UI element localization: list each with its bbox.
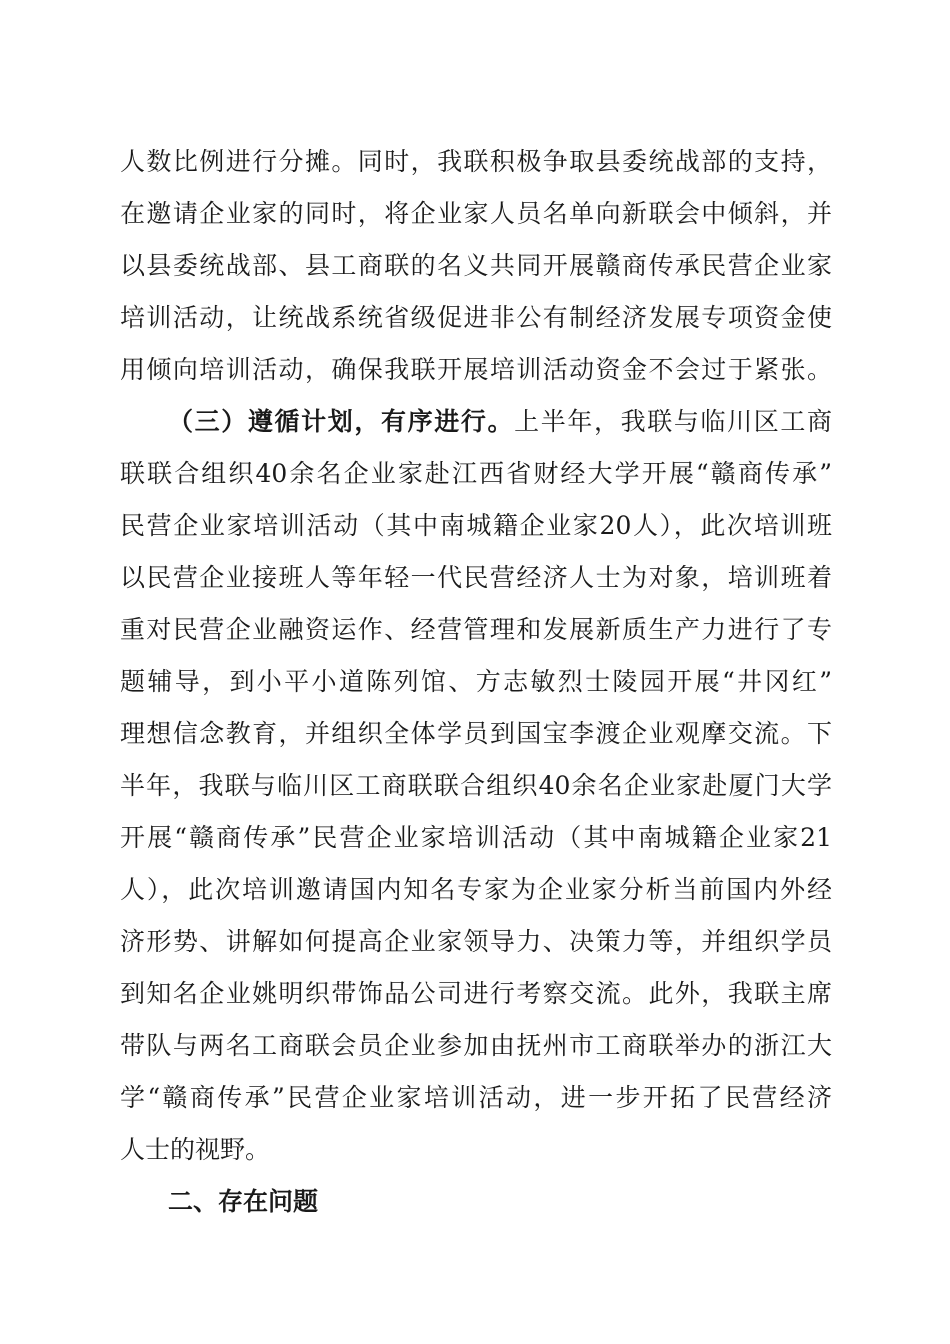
- subsection-heading: （三）遵循计划，有序进行。: [168, 407, 515, 436]
- text-span: 上半年，我联与临川区工商: [514, 407, 832, 436]
- text-line: 联联合组织40余名企业家赴江西省财经大学开展“赣商传承”: [120, 459, 832, 488]
- text-line: 以民营企业接班人等年轻一代民营经济人士为对象，培训班着: [120, 563, 832, 592]
- text-line: 在邀请企业家的同时，将企业家人员名单向新联会中倾斜，并: [120, 199, 832, 228]
- text-line: 济形势、讲解如何提高企业家领导力、决策力等，并组织学员: [120, 927, 832, 956]
- text-line: 人数比例进行分摊。同时，我联积极争取县委统战部的支持，: [120, 147, 832, 176]
- text-line: 半年，我联与临川区工商联联合组织40余名企业家赴厦门大学: [120, 771, 832, 800]
- text-line: 人士的视野。: [120, 1135, 271, 1164]
- text-line: 到知名企业姚明织带饰品公司进行考察交流。此外，我联主席: [120, 979, 832, 1008]
- text-line: 重对民营企业融资运作、经营管理和发展新质生产力进行了专: [120, 615, 832, 644]
- text-line: 民营企业家培训活动（其中南城籍企业家20人），此次培训班: [120, 511, 832, 540]
- text-line: 理想信念教育，并组织全体学员到国宝李渡企业观摩交流。下: [120, 719, 832, 748]
- text-line: 人），此次培训邀请国内知名专家为企业家分析当前国内外经: [120, 875, 832, 904]
- section-heading: 二、存在问题: [168, 1187, 319, 1216]
- text-line: 学“赣商传承”民营企业家培训活动，进一步开拓了民营经济: [120, 1083, 832, 1112]
- text-line: 以县委统战部、县工商联的名义共同开展赣商传承民营企业家: [120, 251, 832, 280]
- text-line: 培训活动，让统战系统省级促进非公有制经济发展专项资金使: [120, 303, 832, 332]
- paragraph-first-line: [168, 402, 832, 442]
- text-line: 带队与两名工商联会员企业参加由抚州市工商联举办的浙江大: [120, 1031, 832, 1060]
- text-line: 用倾向培训活动，确保我联开展培训活动资金不会过于紧张。: [120, 355, 832, 384]
- text-line: 题辅导，到小平小道陈列馆、方志敏烈士陵园开展“井冈红”: [120, 667, 832, 696]
- text-line: 开展“赣商传承”民营企业家培训活动（其中南城籍企业家21: [120, 823, 832, 852]
